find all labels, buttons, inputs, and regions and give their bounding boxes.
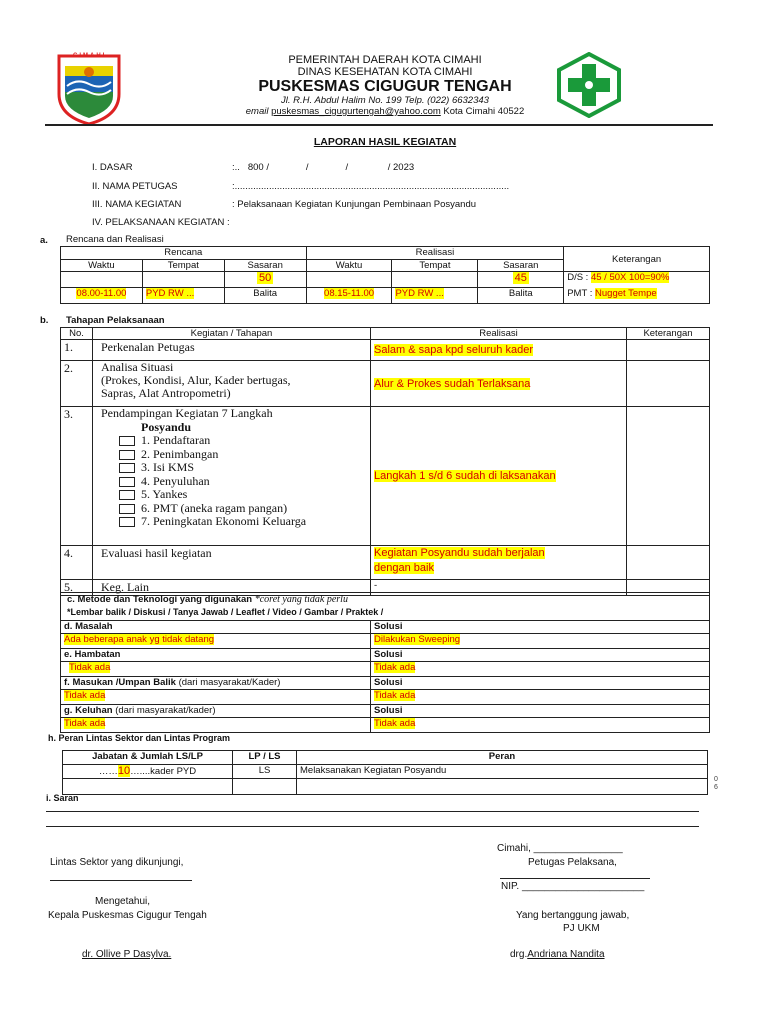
step-checkbox[interactable] <box>119 436 135 446</box>
row-realisasi: Salam & sapa kpd seluruh kader <box>374 344 533 356</box>
header-email <box>190 106 580 117</box>
keluhan-value: Tidak ada <box>64 718 106 729</box>
step-label: 3. Isi KMS <box>141 460 195 474</box>
real-target: 45 <box>514 272 527 284</box>
step-label: 2. Penimbangan <box>141 446 219 461</box>
section-a-title: Rencana dan Realisasi <box>66 234 164 245</box>
step-item <box>119 448 367 462</box>
table-row <box>63 765 708 779</box>
header-line1: PEMERINTAH DAERAH KOTA CIMAHI <box>288 54 482 66</box>
report-title: LAPORAN HASIL KEGIATAN <box>313 136 457 148</box>
step-item <box>119 434 367 448</box>
row-no: 4. <box>61 546 93 580</box>
row-realisasi-cont: dengan baik <box>374 562 434 574</box>
kepala-label: Kepala Puskesmas Cigugur Tengah <box>48 910 207 921</box>
table-row <box>61 361 710 407</box>
real-time: 08.15-11.00 <box>324 288 375 299</box>
col-keterangan: Keterangan <box>627 328 710 340</box>
col-realisasi: Realisasi <box>371 328 627 340</box>
step-label: 5. Yankes <box>141 487 188 501</box>
col-jabatan: Jabatan & Jumlah LS/LP <box>63 751 233 765</box>
masalah-value: Ada beberapa anak yg tidak datang <box>64 634 215 645</box>
section-a-label: a. <box>40 235 48 246</box>
keluhan-solusi-value: Tidak ada <box>374 718 416 729</box>
issue-row <box>61 634 710 649</box>
tahapan-table <box>60 327 710 596</box>
plan-target: 50 <box>259 272 272 284</box>
row-no: 3. <box>61 407 93 546</box>
hambatan-solusi-value: Tidak ada <box>374 662 416 673</box>
name-pj-prefix: drg. <box>510 949 528 960</box>
pmt-label: PMT : <box>567 287 593 299</box>
row-no: 1. <box>61 340 93 361</box>
header-address: Jl. R.H. Abdul Halim No. 199 Telp. (022) 6632343 <box>281 95 489 106</box>
lintas-label: Lintas Sektor yang dikunjungi, <box>50 857 184 868</box>
section-h-title: h. Peran Lintas Sektor dan Lintas Program <box>48 733 231 743</box>
name-kepala: dr. Ollive P Dasylva. <box>82 949 172 960</box>
row-no: 5. <box>61 580 93 596</box>
signature-line-right <box>500 878 650 879</box>
masukan-solusi-value: Tidak ada <box>374 690 416 701</box>
issues-table <box>60 592 710 733</box>
row-kegiatan-sub: Posyandu <box>141 419 192 434</box>
keterangan-header: Keterangan <box>564 247 710 272</box>
row-realisasi: - <box>371 580 627 596</box>
issue-row <box>61 662 710 677</box>
tempat-header: Tempat <box>142 260 224 272</box>
field-label: III. NAMA KEGIATAN <box>92 199 182 210</box>
table-row <box>61 546 710 580</box>
saran-line <box>46 826 699 827</box>
plan-sasaran: Balita <box>224 288 306 304</box>
hambatan-value: Tidak ada <box>69 662 111 673</box>
peran-table <box>62 750 708 795</box>
hambatan-title: e. Hambatan <box>61 649 371 662</box>
section-b-label: b. <box>40 315 49 326</box>
steps-checklist <box>101 434 367 529</box>
issue-row <box>61 690 710 705</box>
row-peran: Melaksanakan Kegiatan Posyandu <box>297 765 708 779</box>
name-pj <box>510 949 605 960</box>
table-row <box>61 407 710 546</box>
nip-label: NIP. ______________________ <box>501 881 645 892</box>
page-title: PUSKESMAS CIGUGUR TENGAH <box>258 78 512 95</box>
real-place: PYD RW ... <box>395 288 444 299</box>
jabatan-suffix: …....kader PYD <box>130 766 197 777</box>
field-label: II. NAMA PETUGAS <box>92 181 178 192</box>
sasaran-header: Sasaran <box>224 260 306 272</box>
issue-header-row <box>61 677 710 690</box>
row-kegiatan: Perkenalan Petugas <box>93 340 371 361</box>
step-label: 1. Pendaftaran <box>141 433 211 447</box>
cimahi-logo <box>55 50 123 126</box>
masukan-title: f. Masukan /Umpan Balik <box>64 677 176 688</box>
cimahi-shield-icon <box>55 50 123 126</box>
rencana-realisasi-table <box>60 246 710 304</box>
step-checkbox[interactable] <box>119 490 135 500</box>
field-value: :.. 800 / / / / 2023 <box>232 162 415 173</box>
step-checkbox[interactable] <box>119 463 135 473</box>
field-label: IV. PELAKSANAAN KEGIATAN : <box>92 217 230 228</box>
row-realisasi: Langkah 1 s/d 6 sudah di laksanakan <box>374 470 556 482</box>
metode-title: c. Metode dan Teknologi yang digunakan <box>67 594 253 605</box>
metode-options: *Lembar balik / Diskusi / Tanya Jawab / Leaflet / Video / Gambar / Praktek / <box>67 607 384 617</box>
puskesmas-logo <box>557 52 621 118</box>
col-kegiatan: Kegiatan / Tahapan <box>93 328 371 340</box>
health-cross-icon <box>557 52 621 118</box>
plan-place: PYD RW ... <box>145 288 195 299</box>
masalah-solusi: Solusi <box>371 621 710 634</box>
header-city: Kota Cimahi 40522 <box>443 106 525 117</box>
row-kegiatan-detail: Sapras, Alat Antropometri) <box>101 386 231 400</box>
step-label: 7. Peningkatan Ekonomi Keluarga <box>141 514 307 528</box>
saran-title: i. Saran <box>46 793 79 803</box>
masukan-solusi: Solusi <box>371 677 710 690</box>
pmt-value: Nugget Tempe <box>595 287 657 299</box>
row-kegiatan: Pendampingan Kegiatan 7 Langkah <box>101 406 273 420</box>
ds-label: D/S : <box>567 272 589 283</box>
row-kegiatan-detail: (Prokes, Kondisi, Alur, Kader bertugas, <box>101 373 291 387</box>
header-divider <box>45 124 713 126</box>
field-value: : Pelaksanaan Kegiatan Kunjungan Pembinaan Posyandu <box>232 199 477 210</box>
step-checkbox[interactable] <box>119 517 135 527</box>
jabatan-prefix: …… <box>98 766 118 777</box>
step-checkbox[interactable] <box>119 477 135 487</box>
logo-text: CIMAHI <box>73 53 107 59</box>
step-item <box>119 461 367 475</box>
plan-time: 08.00-11.00 <box>76 288 127 299</box>
ds-value: 45 / 50X 100=90% <box>590 272 670 283</box>
city-date: Cimahi, ________________ <box>497 843 623 854</box>
hambatan-solusi: Solusi <box>371 649 710 662</box>
table-row <box>61 340 710 361</box>
tempat-header: Tempat <box>392 260 478 272</box>
pj-label: Yang bertanggung jawab, <box>516 910 630 921</box>
petugas-label: Petugas Pelaksana, <box>528 857 617 868</box>
keluhan-title-suffix: (dari masyarakat/kader) <box>115 705 216 716</box>
col-lpls: LP / LS <box>233 751 297 765</box>
field-value: :........................................................................................................ <box>232 181 510 192</box>
col-peran: Peran <box>297 751 708 765</box>
masukan-title-suffix: (dari masyarakat/Kader) <box>178 677 281 688</box>
step-item <box>119 502 367 516</box>
margin-note: 06 <box>714 776 718 791</box>
real-sasaran: Balita <box>478 288 564 304</box>
field-label: I. DASAR <box>92 162 133 173</box>
name-pj-value: Andriana Nandita <box>527 949 605 960</box>
jabatan-count: 10 <box>117 765 131 777</box>
mengetahui-label: Mengetahui, <box>95 896 151 907</box>
step-item <box>119 515 367 529</box>
step-label: 4. Penyuluhan <box>141 473 210 488</box>
row-realisasi: Alur & Prokes sudah Terlaksana <box>374 377 531 390</box>
issue-header-row <box>61 705 710 718</box>
email-label: email <box>245 106 269 117</box>
row-kegiatan: Evaluasi hasil kegiatan <box>93 546 371 580</box>
step-item <box>119 488 367 502</box>
masukan-value: Tidak ada <box>64 690 106 701</box>
rencana-header: Rencana <box>61 247 307 260</box>
keluhan-title: g. Keluhan <box>64 705 113 716</box>
waktu-header: Waktu <box>306 260 392 272</box>
header-line2: DINAS KESEHATAN KOTA CIMAHI <box>297 66 473 78</box>
keluhan-solusi: Solusi <box>371 705 710 718</box>
masalah-solusi-value: Dilakukan Sweeping <box>374 634 461 645</box>
issue-row <box>61 718 710 733</box>
email-address: puskesmas_cigugurtengah@yahoo.com <box>271 106 441 117</box>
metode-note: *coret yang tidak perlu <box>254 594 348 605</box>
row-no: 2. <box>61 361 93 407</box>
row-kegiatan: Analisa Situasi <box>101 360 174 374</box>
row-kegiatan: Keg. Lain <box>93 580 371 596</box>
masalah-title: d. Masalah <box>61 621 371 634</box>
issue-header-row <box>61 621 710 634</box>
step-checkbox[interactable] <box>119 450 135 460</box>
step-checkbox[interactable] <box>119 504 135 514</box>
saran-line <box>46 811 699 812</box>
section-b-title: Tahapan Pelaksanaan <box>66 315 165 326</box>
realisasi-header: Realisasi <box>306 247 564 260</box>
row-realisasi: Kegiatan Posyandu sudah berjalan <box>374 547 545 559</box>
step-item <box>119 475 367 489</box>
step-label: 6. PMT (aneka ragam pangan) <box>141 500 288 515</box>
row-lpls: LS <box>233 765 297 779</box>
waktu-header: Waktu <box>61 260 143 272</box>
col-no: No. <box>61 328 93 340</box>
sasaran-header: Sasaran <box>478 260 564 272</box>
signature-line-left <box>50 880 192 881</box>
pj-ukm-label: PJ UKM <box>563 923 600 934</box>
issue-header-row <box>61 649 710 662</box>
